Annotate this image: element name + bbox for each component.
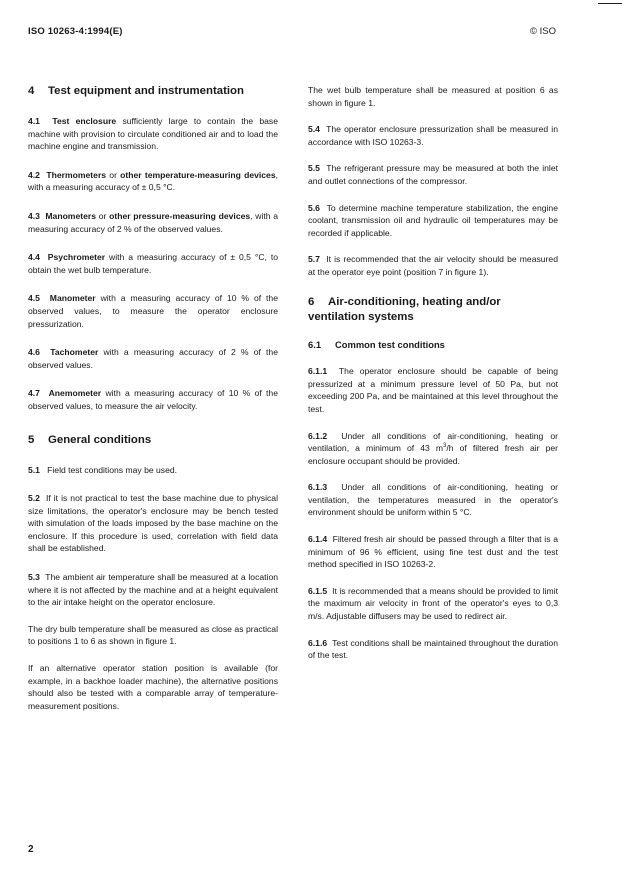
- clause-4-1: 4.1 Test enclosure sufficiently large to contain the base machine with provision to circulate conditioned air and to load the machine engine and transmission.: [28, 116, 278, 152]
- clause-5-2: 5.2 If it is not practical to test the base machine due to physical size limitations, the operator's enclosure may be bench tested with simulation of the loads imposed by the base machine on the enclosure. If this procedure is used, correlation with field data shall be established.: [28, 493, 278, 554]
- left-column: [28, 84, 278, 712]
- right-column: [308, 84, 558, 662]
- clause-5-4: 5.4 The operator enclosure pressurization shall be measured in accordance with ISO 10263-3.: [308, 124, 558, 147]
- clause-6-1-4: 6.1.4 Filtered fresh air should be passed through a filter that is a minimum of 96 % efficient, using fine test dust and the test method specified in ISO 10263-2.: [308, 534, 558, 570]
- clause-6-1-2: 6.1.2 Under all conditions of air-conditioning, heating or ventilation, a minimum of 43 $m^3/h$ of filtered fresh air per enclosure occupant should be provided.: [308, 430, 558, 466]
- clause-6-1-3: 6.1.3 Under all conditions of air-conditioning, heating or ventilation, the temperatures measured in the operator's environment should be uniform within 5 °C.: [308, 482, 558, 518]
- clause-4-6: 4.6 Tachometer with a measuring accuracy of 2 % of the observed values.: [28, 347, 278, 370]
- clause-5-6: 5.6 To determine machine temperature stabilization, the engine coolant, transmission oil and hydraulic oil temperatures may be recorded if applicable.: [308, 202, 558, 238]
- section-5-heading: 5 General conditions: [28, 433, 152, 446]
- section-4-heading: 4 Test equipment and instrumentation: [28, 85, 244, 97]
- clause-4-4: 4.4 Psychrometer with a measuring accuracy of ± 0,5 °C, to obtain the wet bulb temperature.: [28, 252, 278, 275]
- subsection-6-1-heading: 6.1 Common test conditions: [308, 338, 445, 350]
- page-number: 2: [28, 844, 34, 855]
- clause-5-3: 5.3 The ambient air temperature shall be measured at a location where it is not affected by the machine and at a height equivalent to the air intake height on the operator enclosure.: [28, 572, 278, 608]
- copyright-mark: © ISO: [530, 26, 557, 37]
- corner-rule: [598, 3, 622, 4]
- clause-4-2: 4.2 Thermometers or other temperature-measuring devices, with a measuring accuracy of ± 0,5 °C.: [28, 169, 278, 193]
- standard-designation: ISO 10263-4:1994(E): [28, 26, 123, 37]
- clause-6-1-5: 6.1.5 It is recommended that a means should be provided to limit the maximum air velocity in front of the operator's eyes to 0,3 m/s. Adjustable diffusers may be used to redirect air.: [308, 585, 558, 622]
- alternative-position-paragraph: If an alternative operator station position is available (for example, in a backhoe loader machine), the alternative positions should also be tested with a comparable array of temperature-measurement positions.: [28, 663, 278, 711]
- clause-5-5: 5.5 The refrigerant pressure may be measured at both the inlet and outlet connections of the compressor.: [308, 163, 559, 186]
- clause-5-1: 5.1 Field test conditions may be used.: [28, 464, 178, 475]
- clause-6-1-1: 6.1.1 The operator enclosure should be capable of being pressurized at a minimum pressure level of 50 Pa, but not exceeding 200 Pa, and be maintained at this level throughout the test.: [308, 366, 558, 414]
- clause-6-1-6: 6.1.6 Test conditions shall be maintained throughout the duration of the test.: [308, 637, 558, 661]
- section-6-heading: 6 Air-conditioning, heating and/or ventilation systems: [308, 295, 501, 323]
- clause-5-7: 5.7 It is recommended that the air velocity should be measured at the operator eye point (position 7 in figure 1).: [308, 254, 558, 277]
- clause-4-7: 4.7 Anemometer with a measuring accuracy of 10 % of the observed values, to measure the air velocity.: [28, 388, 278, 411]
- clause-4-3: 4.3 Manometers or other pressure-measuring devices, with a measuring accuracy of 2 % of the observed values.: [28, 210, 279, 234]
- clause-4-5: 4.5 Manometer with a measuring accuracy of 10 % of the observed values, to measure the operator enclosure pressurization.: [28, 293, 278, 329]
- dry-bulb-paragraph: The dry bulb temperature shall be measured as close as practical to positions 1 to 6 as shown in figure 1.: [28, 623, 278, 647]
- wet-bulb-paragraph: The wet bulb temperature shall be measured at position 6 as shown in figure 1.: [308, 85, 558, 108]
